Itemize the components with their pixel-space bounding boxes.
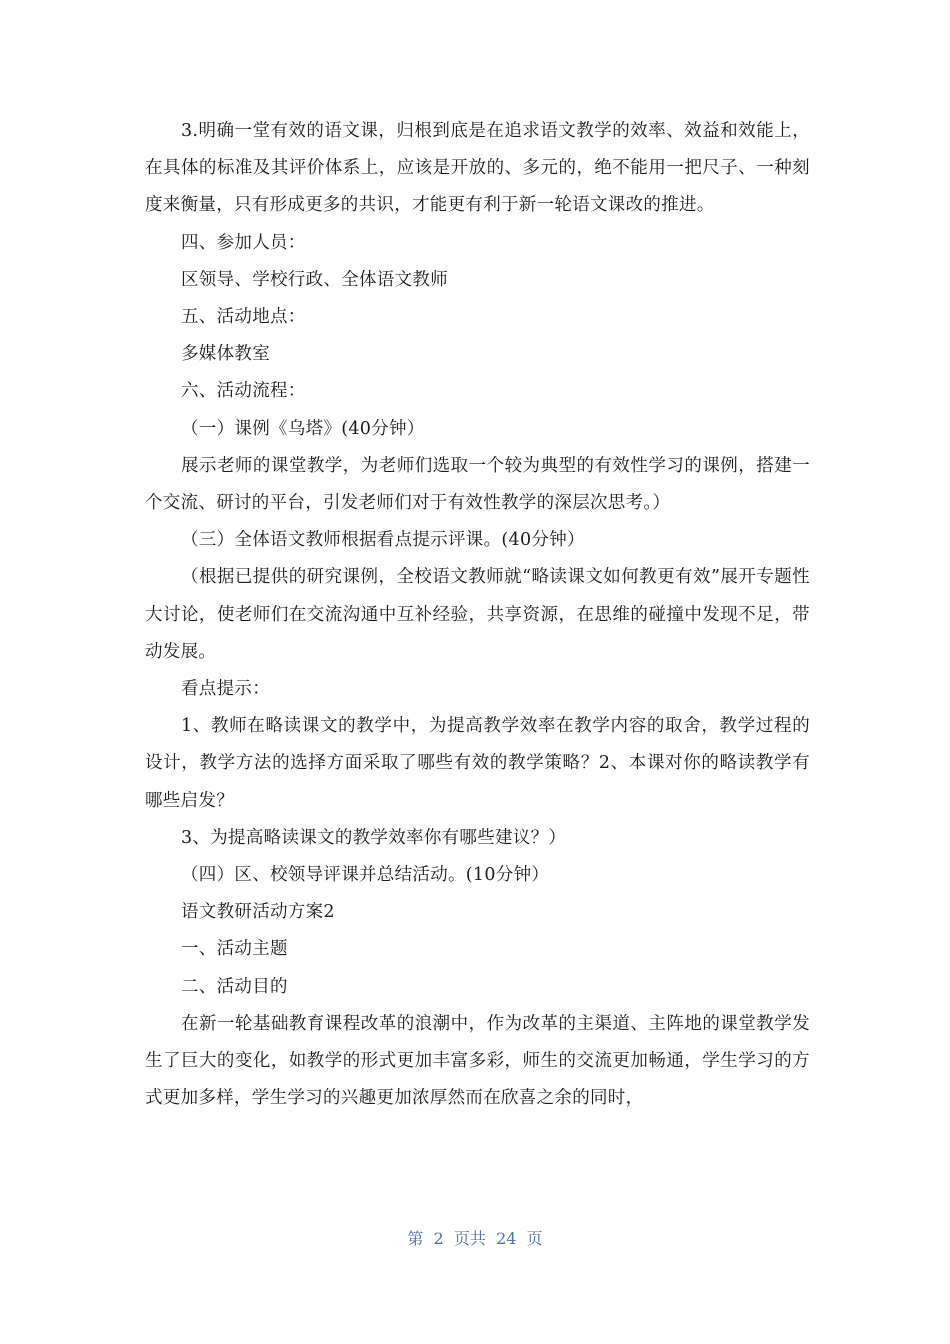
paragraph-participants: 区领导、学校行政、全体语文教师 [181,269,448,290]
page-footer [0,1226,950,1249]
process-step-3: （三）全体语文教师根据看点提示评课。(40分钟） [181,530,585,551]
heading-theme: 一、活动主题 [181,939,288,960]
heading-purpose: 二、活动目的 [181,976,288,997]
heading-process: 六、活动流程： [181,381,306,402]
heading-participants: 四、参加人员： [181,232,306,253]
heading-review-tips: 看点提示： [181,679,270,700]
heading-location: 五、活动地点： [181,307,306,328]
footer-suffix: 页 [526,1229,543,1248]
paragraph-purpose: 在新一轮基础教育课程改革的浪潮中，作为改革的主渠道、主阵地的课堂教学发生了巨大的变化，如教学的形式更加丰富多彩，师生的交流更加畅通，学生学习的方式更加多样，学生学习的兴趣更加浓厚然而在欣喜之余的同时， [145,1013,810,1109]
section-title-plan-2: 语文教研活动方案2 [181,902,335,923]
paragraph-step-1-desc: 展示老师的课堂教学，为老师们选取一个较为典型的有效性学习的课例，搭建一个交流、研讨的平台，引发老师们对于有效性教学的深层次思考。） [145,455,810,514]
footer-prefix: 第 [407,1229,424,1248]
footer-current-page: 2 [433,1229,444,1248]
process-step-4: （四）区、校领导评课并总结活动。(10分钟） [181,865,550,886]
paragraph-principle-3: 3.明确一堂有效的语文课，归根到底是在追求语文教学的效率、效益和效能上，在具体的标准及其评价体系上，应该是开放的、多元的，绝不能用一把尺子、一种刻度来衡量，只有形成更多的共识，才能更有利于新一轮语文课改的推进。 [145,121,810,216]
review-tip-1-2: 1、教师在略读课文的教学中，为提高教学效率在教学内容的取舍，教学过程的设计，教学方法的选择方面采取了哪些有效的教学策略？2、本课对你的略读教学有哪些启发？ [145,716,810,811]
review-tip-3: 3、为提高略读课文的教学效率你有哪些建议？） [181,827,567,848]
paragraph-step-3-desc: （根据已提供的研究课例，全校语文教师就“略读课文如何教更有效”展开专题性大讨论，使老师们在交流沟通中互补经验，共享资源，在思维的碰撞中发现不足，带动发展。 [145,567,810,662]
paragraph-location: 多媒体教室 [181,344,270,365]
footer-middle: 页共 [453,1229,486,1248]
footer-total-pages: 24 [496,1229,517,1248]
process-step-1: （一）课例《乌塔》(40分钟） [181,418,425,439]
document-body [145,113,810,1117]
